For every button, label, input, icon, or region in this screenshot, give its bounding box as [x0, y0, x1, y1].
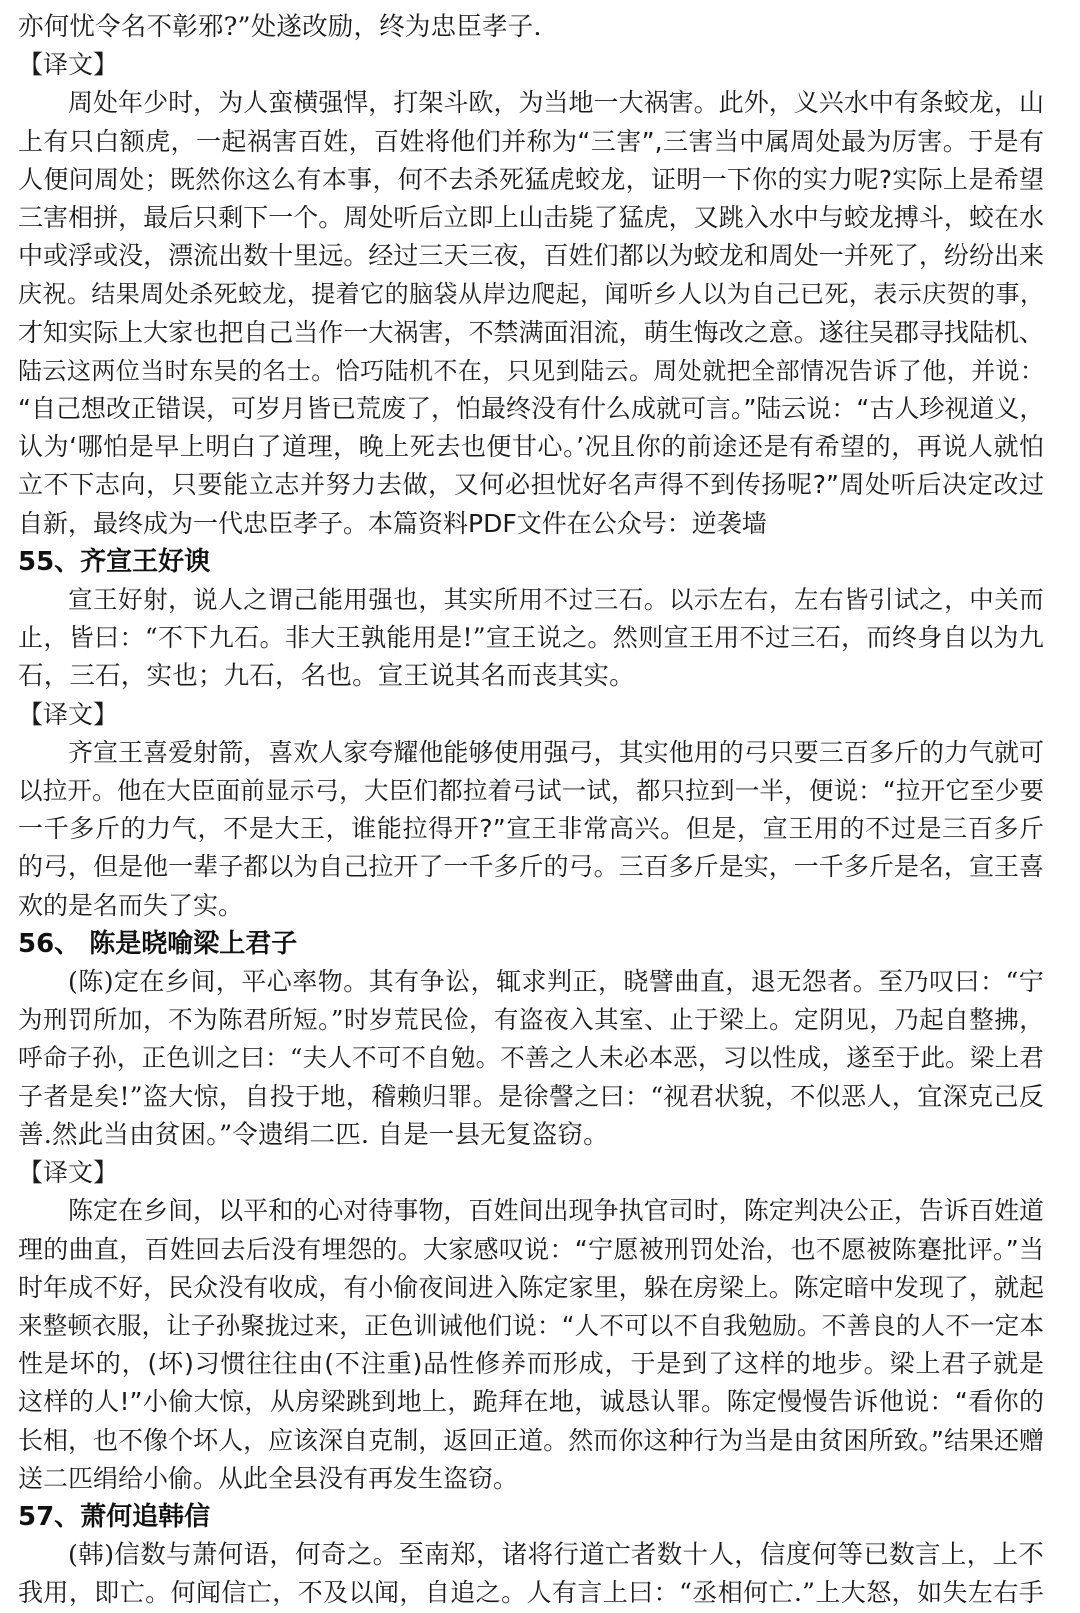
paragraph-line: 周处年少时，为人蛮横强悍，打架斗欧，为当地一大祸害。此外，义兴水中有条蛟龙，山: [68, 88, 1044, 118]
paragraph-line: 自新，最终成为一代忠臣孝子。本篇资料PDF文件在公众号：逆袭墙: [18, 508, 767, 538]
paragraph-line: (陈)定在乡间，平心率物。其有争讼，辄求判正，晓譬曲直，退无怨者。至乃叹曰：“宁: [68, 967, 1044, 997]
translation-label: 【译文】: [18, 1158, 119, 1188]
paragraph-line: 上有只白额虎，一起祸害百姓，百姓将他们并称为“三害”,三害当中属周处最为厉害。于是有: [18, 126, 1044, 156]
section-56-translation: [18, 1192, 1044, 1498]
section-54-translation: [18, 84, 1044, 542]
paragraph-line: 陆云这两位当时东吴的名士。恰巧陆机不在，只见到陆云。周处就把全部情况告诉了他，并说：: [18, 356, 1044, 385]
section-57-original: [18, 1536, 1044, 1612]
section-heading-56: 56、 陈是晓喻梁上君子: [18, 928, 298, 959]
paragraph-line: 陈定在乡间，以平和的心对待事物，百姓间出现争执官司时，陈定判决公正，告诉百姓道: [68, 1196, 1044, 1226]
paragraph-line: 子者是矣!”盗大惊，自投于地，稽赖归罪。是徐謦之曰：“视君状貌，不似恶人，宜深克己反: [18, 1081, 1044, 1111]
paragraph-line: 欢的是名而失了实。: [18, 890, 244, 920]
paragraph-line: 这样的人!”小偷大惊，从房梁跳到地上，跪拜在地，诚恳认罪。陈定慢慢告诉他说：“看你的: [18, 1387, 1044, 1417]
section-heading-55: 55、齐宣王好谀: [18, 546, 211, 577]
paragraph-line: 为刑罚所加，不为陈君所短。”时岁荒民俭，有盗夜入其室、止于梁上。定阴见，乃起自整拂，: [18, 1005, 1044, 1035]
paragraph-line: 我用，即亡。何闻信亡，不及以闻，自追之。人有言上曰：“丞相何亡.”上大怒，如失左右手: [18, 1578, 1044, 1608]
paragraph-line: 止，皆曰：“不下九石。非大王孰能用是!”宣王说之。然则宣王用不过三石，而终身自以为九: [18, 623, 1044, 653]
paragraph-line: (韩)信数与萧何语，何奇之。至南郑，诸将行道亡者数十人，信度何等已数言上，上不: [68, 1540, 1044, 1571]
paragraph-line: 认为‘哪怕是早上明白了道理，晚上死去也便甘心。’况且你的前途还是有希望的，再说人就怕: [18, 432, 1044, 462]
paragraph-line: 齐宣王喜爱射箭，喜欢人家夸耀他能够使用强弓，其实他用的弓只要三百多斤的力气就可: [68, 737, 1044, 767]
paragraph-line: 一千多斤的力气，不是大王，谁能拉得开?”宣王非常高兴。但是，宣王用的不过是三百多斤: [18, 814, 1044, 844]
paragraph-line: 才知实际上大家也把自己当作一大祸害，不禁满面泪流，萌生悔改之意。遂往吴郡寻找陆机、: [18, 317, 1044, 347]
paragraph-line: 的弓，但是他一辈子都以为自己拉开了一千多斤的弓。三百多斤是实，一千多斤是名，宣王喜: [18, 852, 1044, 882]
paragraph-line: 来整顿衣服，让子孙聚拢过来，正色训诫他们说：“人不可以不自我勉励。不善良的人不一定本: [18, 1310, 1044, 1340]
paragraph-line: 三害相拼，最后只剩下一个。周处听后立即上山击毙了猛虎，又跳入水中与蛟龙搏斗，蛟在水: [18, 203, 1044, 233]
paragraph-line: 送二匹绢给小偷。从此全县没有再发生盗窃。: [18, 1463, 519, 1493]
paragraph-line: 石，三石，实也；九石，名也。宣王说其名而丧其实。: [18, 661, 635, 692]
opening-line: 亦何忧令名不彰邪?”处遂改励，终为忠臣孝子.: [18, 12, 542, 42]
paragraph-line: 长相，也不像个坏人，应该深自克制，返回正道。然而你这种行为当是由贫困所致。”结果还赠: [18, 1425, 1044, 1455]
translation-label: 【译文】: [18, 699, 119, 729]
paragraph-line: 立不下志向，只要能立志并努力去做，又何必担忧好名声得不到传扬呢?”周处听后决定改过: [18, 470, 1044, 500]
section-heading-57: 57、萧何追韩信: [18, 1501, 211, 1532]
paragraph-line: 以拉开。他在大臣面前显示弓，大臣们都拉着弓试一试，都只拉到一半，便说：“拉开它至少要: [18, 776, 1044, 806]
section-56-original: [18, 963, 1044, 1154]
paragraph-line: 宣王好射，说人之谓己能用强也，其实所用不过三石。以示左右，左右皆引试之，中关而: [68, 585, 1044, 615]
paragraph-line: 性是坏的，(坏)习惯往往由(不注重)品性修养而形成，于是到了这样的地步。梁上君子就是: [18, 1349, 1044, 1379]
paragraph-line: 时年成不好，民众没有收成，有小偷夜间进入陈定家里，躲在房梁上。陈定暗中发现了，就起: [18, 1272, 1044, 1302]
paragraph-line: 善.然此当由贫困。”令遗绢二匹. 自是一县无复盗窃。: [18, 1119, 609, 1150]
document-page: [18, 8, 1045, 1608]
paragraph-line: “自己想改正错误，可岁月皆已荒废了，怕最终没有什么成就可言。”陆云说：“古人珍视道义，: [18, 394, 1045, 424]
paragraph-line: 人便问周处；既然你这么有本事，何不去杀死猛虎蛟龙，证明一下你的实力呢?实际上是希望: [18, 164, 1044, 194]
paragraph-line: 庆祝。结果周处杀死蛟龙，提着它的脑袋从岸边爬起，闻听乡人以为自己已死，表示庆贺的事，: [18, 280, 1044, 309]
paragraph-line: 理的曲直，百姓回去后没有埋怨的。大家感叹说：“宁愿被刑罚处治，也不愿被陈蹇批评。”当: [18, 1234, 1044, 1264]
section-55-translation: [18, 734, 1044, 925]
paragraph-line: 中或浮或没，漂流出数十里远。经过三天三夜，百姓们都以为蛟龙和周处一并死了，纷纷出来: [18, 241, 1044, 271]
translation-label: 【译文】: [18, 50, 119, 80]
paragraph-line: 呼命子孙，正色训之曰：“夫人不可不自勉。不善之人未必本恶，习以性成，遂至于此。梁上君: [18, 1043, 1044, 1073]
section-55-original: [18, 581, 1044, 696]
